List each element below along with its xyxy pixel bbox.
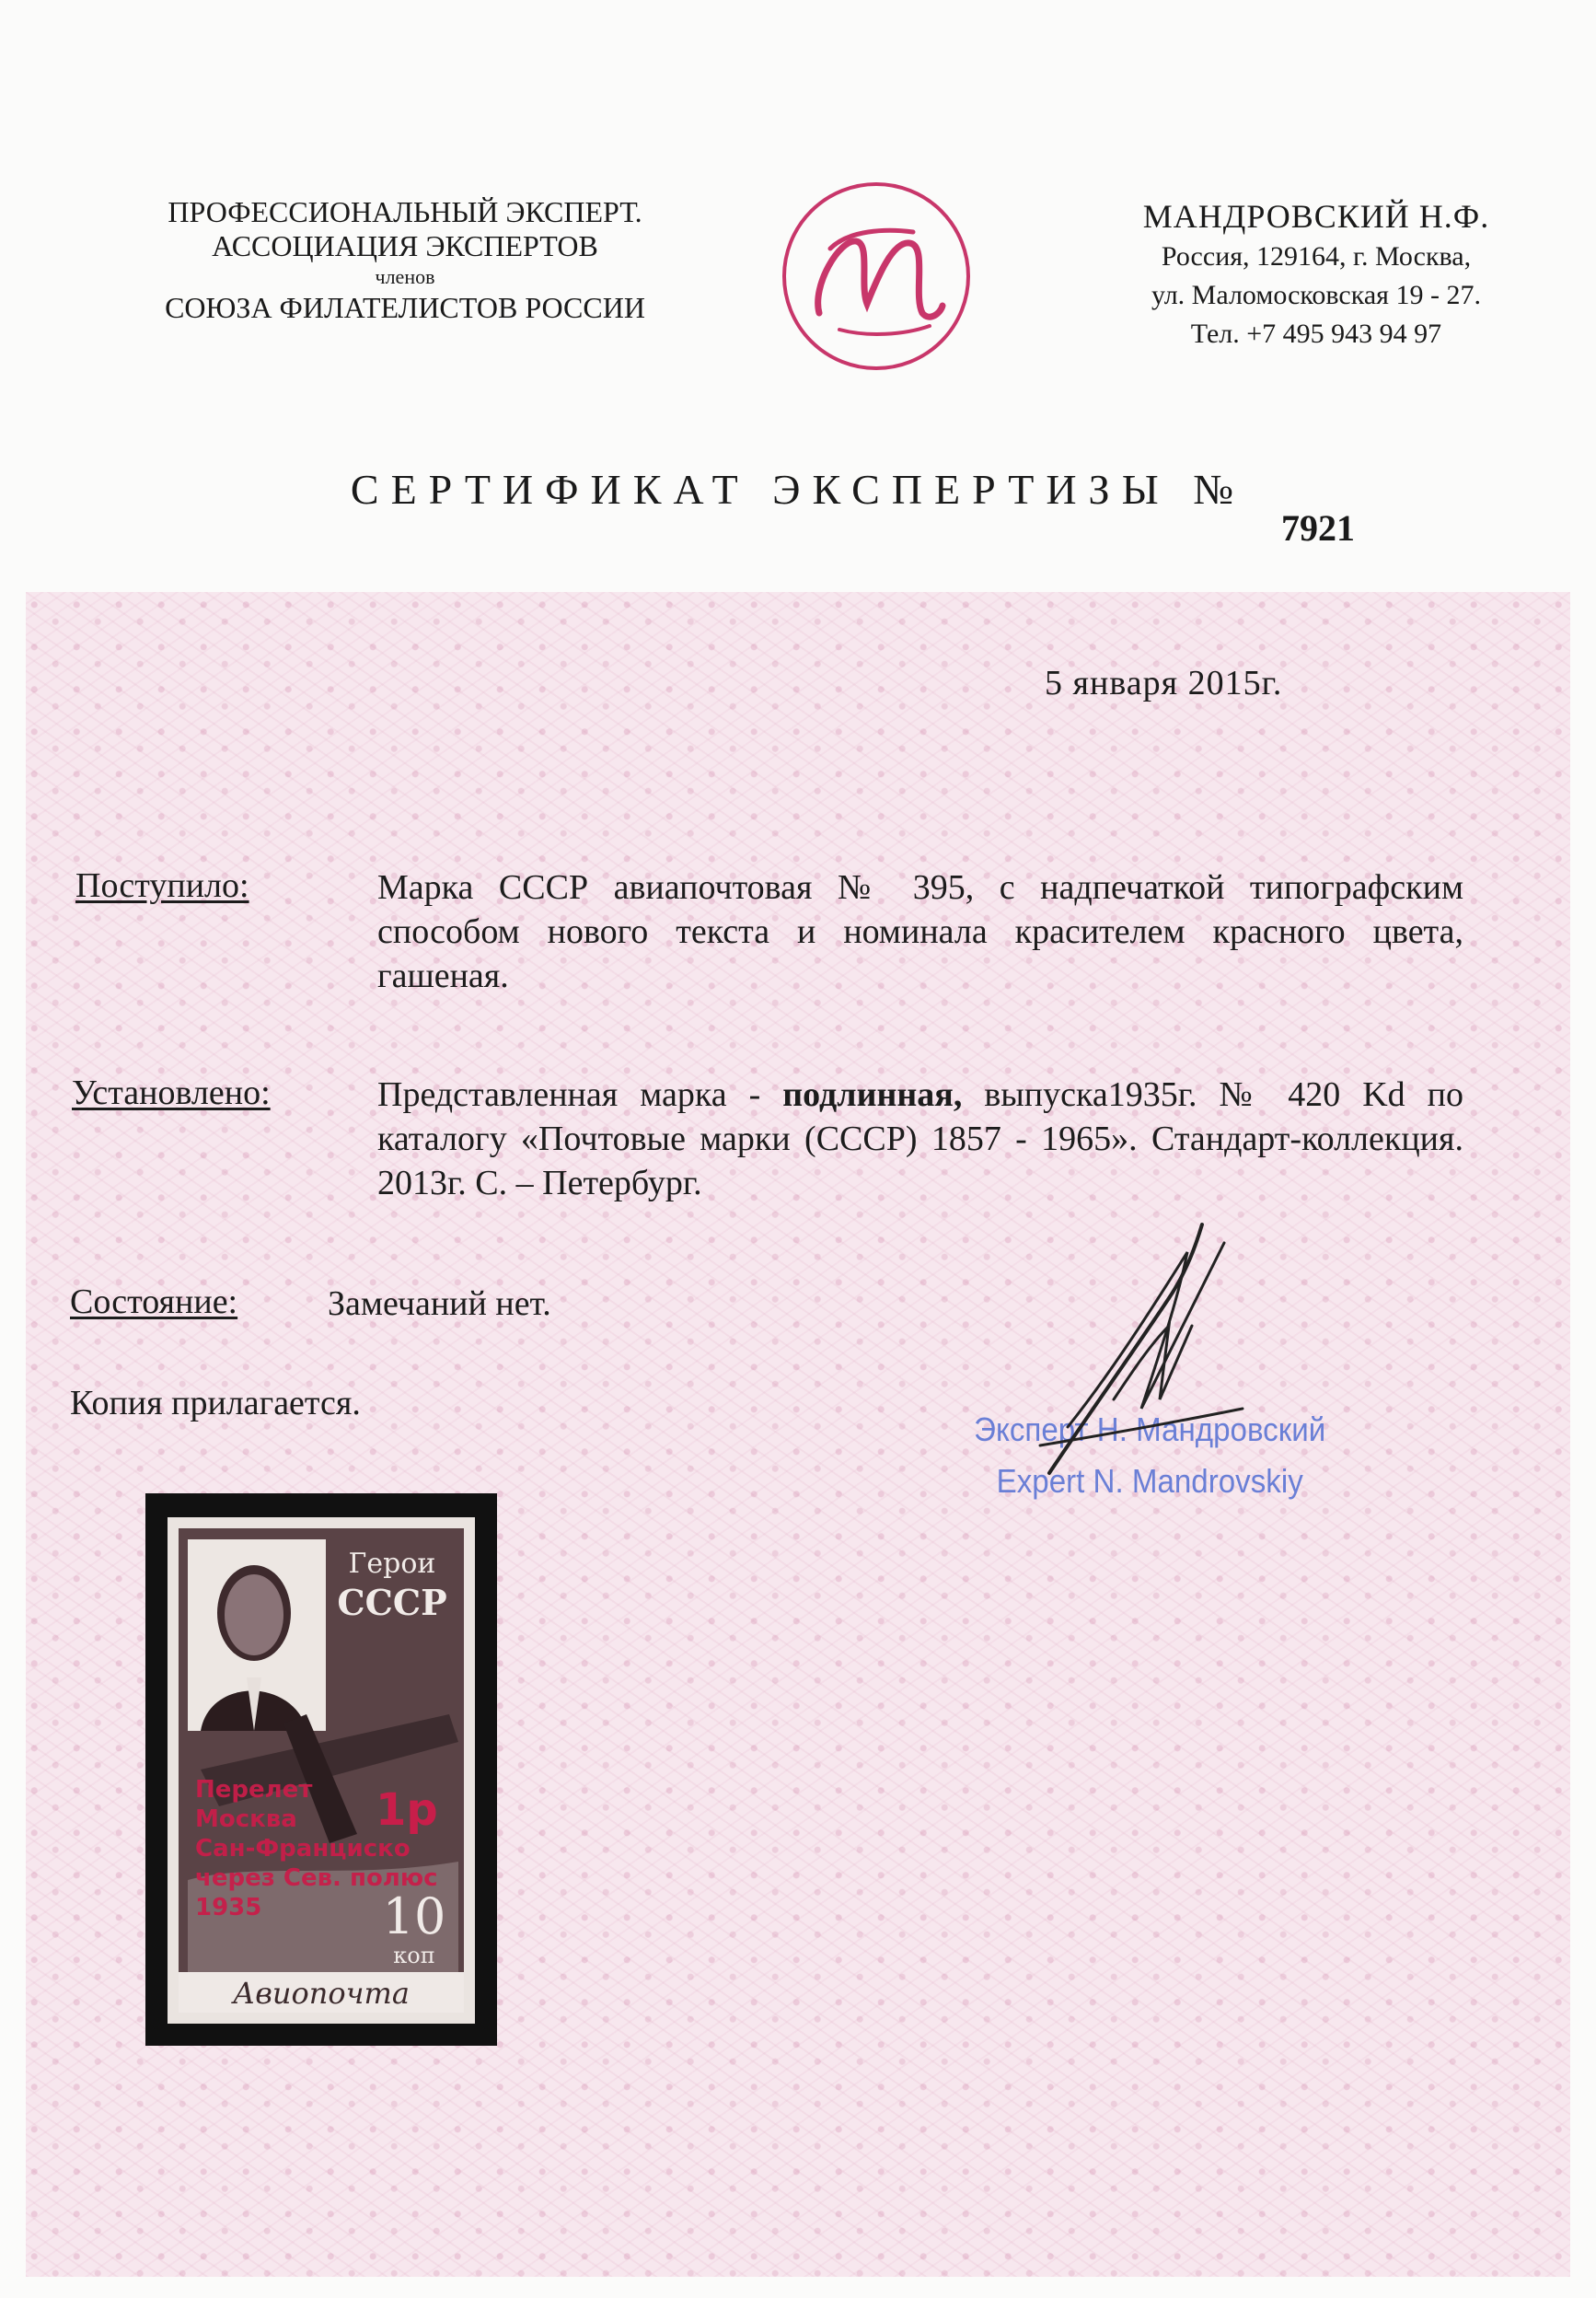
stamp-heroes-text: Герои <box>348 1548 436 1580</box>
stamp-value-unit: коп <box>393 1943 435 1968</box>
certificate-title-text: СЕРТИФИКАТ ЭКСПЕРТИЗЫ № <box>350 466 1246 513</box>
established-text-after: выпуска1935г. № 420 Kd по каталогу «Почтовые марки (СССР) 1857 - 1965». Стандарт-коллекция. 2013г. С. – Петербург. <box>377 1075 1464 1202</box>
overprint-line-5: 1935 <box>195 1894 262 1921</box>
contact-line-1: Россия, 129164, г. Москва, <box>1161 241 1472 272</box>
overprint-line-4: через Сев. полюс <box>195 1864 438 1892</box>
header-left-line-4: СОЮЗА ФИЛАТЕЛИСТОВ РОССИИ <box>165 291 645 324</box>
certificate-title <box>0 465 1596 514</box>
overprint-line-1: Перелет <box>195 1776 313 1804</box>
received-text: Марка СССР авиапочтовая № 395, с надпечаткой типографским способом нового текста и номинала красителем красного цвета, гашеная. <box>377 868 1463 995</box>
stamp-ussr-text: СССР <box>337 1582 447 1623</box>
copy-note: Копия прилагается. <box>70 1384 361 1422</box>
contact-line-2: ул. Маломосковская 19 - 27. <box>1151 280 1481 310</box>
expert-stamp-en: Expert N. Mandrovskiy <box>996 1462 1303 1500</box>
overprint-line-3: Сан-Франциско <box>195 1835 411 1863</box>
contact-line-3: Тел. +7 495 943 94 97 <box>1190 319 1442 349</box>
header-left-line-3: членов <box>375 265 435 288</box>
expert-name: МАНДРОВСКИЙ Н.Ф. <box>1142 198 1490 235</box>
established-label: Установлено: <box>72 1074 271 1112</box>
header-expert-contact <box>1068 195 1565 354</box>
certificate-number: 7921 <box>1281 507 1355 549</box>
certificate-date: 5 января 2015г. <box>1045 664 1283 702</box>
established-text-bold: подлинная, <box>782 1075 963 1114</box>
overprint-value: 1р <box>376 1784 438 1836</box>
expert-stamp-ru: Эксперт Н. Мандровский <box>974 1410 1326 1448</box>
established-text <box>377 1073 1463 1205</box>
header-left-line-2: АССОЦИАЦИЯ ЭКСПЕРТОВ <box>212 229 598 262</box>
condition-text: Замечаний нет. <box>328 1284 551 1323</box>
header-left-line-1: ПРОФЕССИОНАЛЬНЫЙ ЭКСПЕРТ. <box>168 195 642 228</box>
established-text-before: Представленная марка - <box>377 1075 783 1114</box>
stamp-value: 10 <box>382 1887 446 1945</box>
received-label: Поступило: <box>75 866 249 905</box>
monogram-logo <box>775 175 977 377</box>
overprint-line-2: Москва <box>195 1805 297 1833</box>
condition-label: Состояние: <box>70 1282 238 1321</box>
handwritten-signature <box>1031 1215 1252 1491</box>
header-organization <box>83 195 727 325</box>
stamp-airmail-text: Авиопочта <box>233 1976 410 2011</box>
postage-stamp-image <box>145 1493 497 2046</box>
